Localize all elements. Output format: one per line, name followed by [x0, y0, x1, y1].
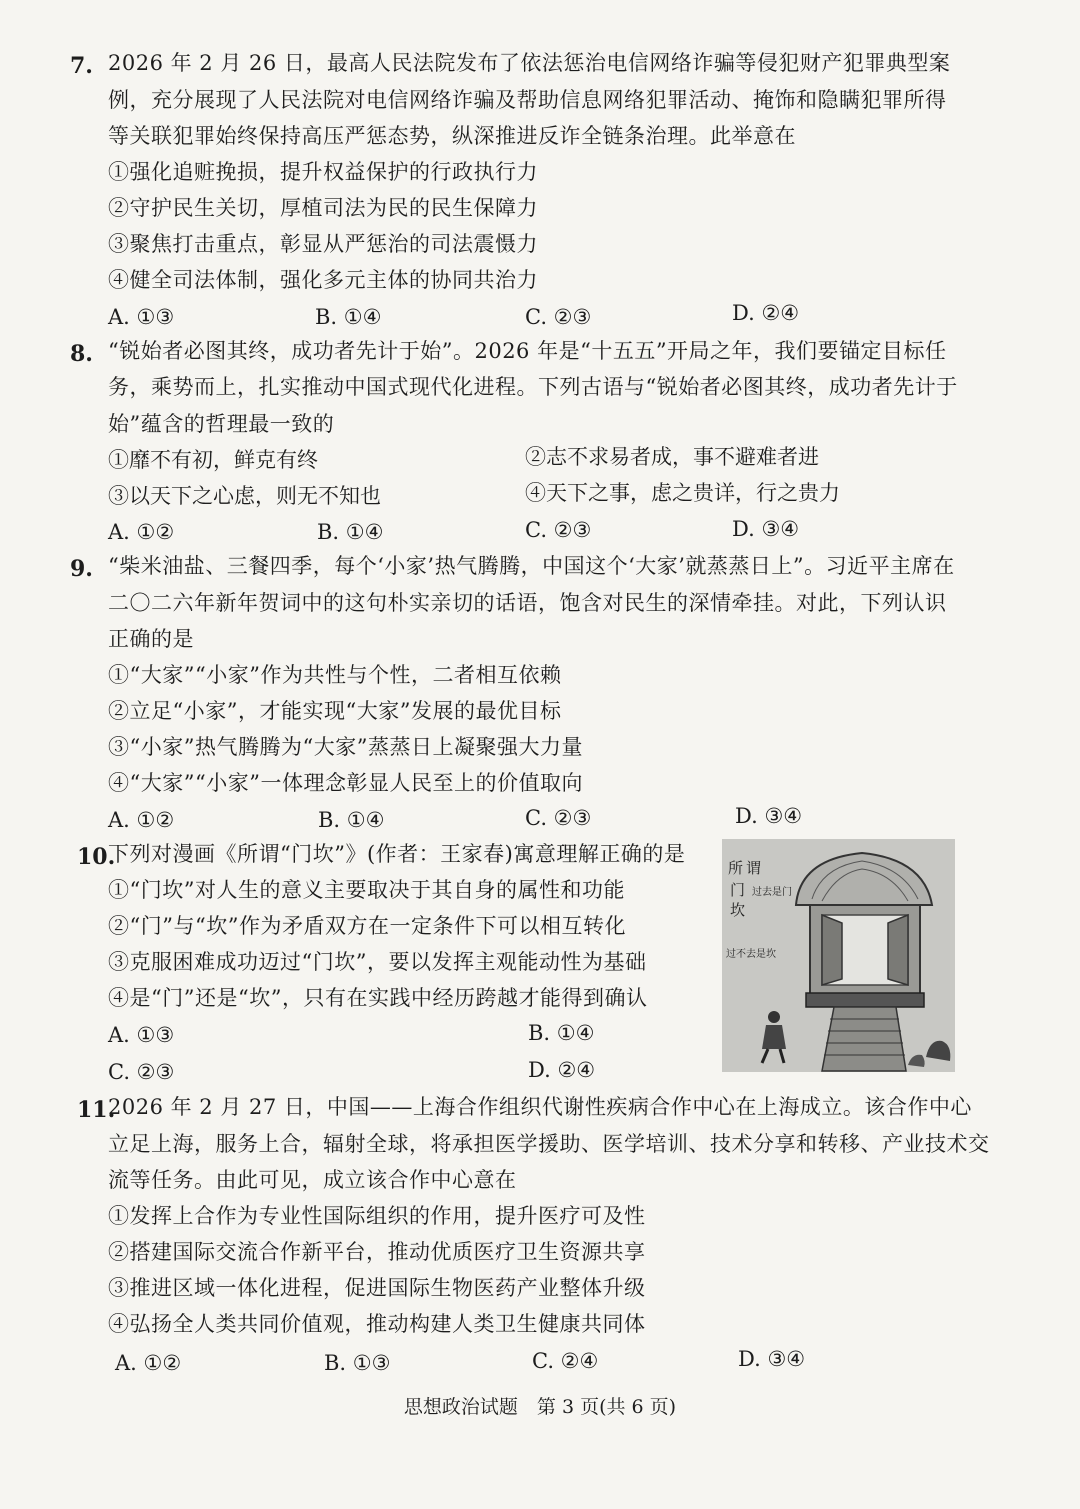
question-stem-line: 下列对漫画《所谓“门坎”》(作者：王家春)寓意理解正确的是: [108, 842, 686, 866]
cartoon-caption: 门: [730, 881, 746, 899]
question-stem-line: 2026 年 2 月 27 日，中国——上海合作组织代谢性疾病合作中心在上海成立。该合作中心: [108, 1095, 972, 1119]
statement-option: ②立足“小家”，才能实现“大家”发展的最优目标: [108, 699, 562, 723]
answer-choice-d[interactable]: D. ③④: [732, 517, 800, 541]
cartoon-caption: 所: [728, 859, 744, 877]
question-number: 8.: [70, 341, 93, 367]
statement-option: ③克服困难成功迈过“门坎”，要以发挥主观能动性为基础: [108, 950, 647, 974]
answer-choice-b[interactable]: B. ①④: [317, 520, 384, 544]
question-stem-line: 例，充分展现了人民法院对电信网络诈骗及帮助信息网络犯罪活动、掩饰和隐瞒犯罪所得: [108, 88, 947, 112]
question-stem-line: 立足上海，服务上合，辐射全球，将承担医学援助、医学培训、技术分享和转移、产业技术交: [108, 1132, 990, 1156]
statement-option: ③聚焦打击重点，彰显从严惩治的司法震慑力: [108, 232, 538, 256]
question-stem-line: “柴米油盐、三餐四季，每个‘小家’热气腾腾，中国这个‘大家’就蒸蒸日上”。习近平主席在: [108, 554, 955, 578]
answer-choice-b[interactable]: B. ①④: [528, 1021, 595, 1045]
cartoon-caption: 坎: [730, 901, 746, 919]
statement-option: ②守护民生关切，厚植司法为民的民生保障力: [108, 196, 538, 220]
answer-choice-d[interactable]: D. ②④: [528, 1058, 596, 1082]
statement-option: ③以天下之心虑，则无不知也: [108, 484, 381, 508]
answer-choice-a[interactable]: A. ①③: [108, 1023, 175, 1047]
statement-option: ①发挥上合作为专业性国际组织的作用，提升医疗可及性: [108, 1204, 646, 1228]
statement-option: ②“门”与“坎”作为矛盾双方在一定条件下可以相互转化: [108, 914, 626, 938]
answer-choice-c[interactable]: C. ②④: [532, 1349, 599, 1373]
cartoon-caption: 谓: [746, 859, 762, 877]
cartoon-caption: 过去是门: [752, 887, 792, 898]
answer-choice-d[interactable]: D. ③④: [735, 804, 803, 828]
answer-choice-d[interactable]: D. ②④: [732, 301, 800, 325]
answer-choice-a[interactable]: A. ①②: [108, 520, 175, 544]
answer-choice-c[interactable]: C. ②③: [525, 305, 592, 329]
answer-choice-a[interactable]: A. ①②: [115, 1351, 182, 1375]
statement-option: ②志不求易者成，事不避难者进: [525, 445, 819, 469]
answer-choice-c[interactable]: C. ②③: [108, 1060, 175, 1084]
page-footer: 思想政治试题 第 3 页(共 6 页): [403, 1396, 677, 1418]
question-number: 7.: [70, 53, 93, 79]
statement-option: ④天下之事，虑之贵详，行之贵力: [525, 481, 840, 505]
answer-choice-a[interactable]: A. ①②: [108, 808, 175, 832]
statement-option: ①“大家”“小家”作为共性与个性，二者相互依赖: [108, 663, 562, 687]
answer-choice-a[interactable]: A. ①③: [108, 305, 175, 329]
question-stem-line: “锐始者必图其终，成功者先计于始”。2026 年是“十五五”开局之年，我们要锚定目标任: [108, 339, 947, 363]
statement-option: ①强化追赃挽损，提升权益保护的行政执行力: [108, 160, 538, 184]
question-stem-line: 二〇二六年新年贺词中的这句朴实亲切的话语，饱含对民生的深情牵挂。对此，下列认识: [108, 591, 947, 615]
statement-option: ④是“门”还是“坎”，只有在实践中经历跨越才能得到确认: [108, 986, 648, 1010]
question-stem-line: 正确的是: [108, 627, 194, 651]
statement-option: ③推进区域一体化进程，促进国际生物医药产业整体升级: [108, 1276, 646, 1300]
statement-option: ③“小家”热气腾腾为“大家”蒸蒸日上凝聚强大力量: [108, 735, 583, 759]
answer-choice-b[interactable]: B. ①④: [315, 305, 382, 329]
statement-option: ④“大家”“小家”一体理念彰显人民至上的价值取向: [108, 771, 583, 795]
answer-choice-b[interactable]: B. ①③: [324, 1351, 391, 1375]
answer-choice-c[interactable]: C. ②③: [525, 806, 592, 830]
answer-choice-d[interactable]: D. ③④: [738, 1347, 806, 1371]
statement-option: ④健全司法体制，强化多元主体的协同共治力: [108, 268, 538, 292]
question-stem-line: 2026 年 2 月 26 日，最高人民法院发布了依法惩治电信网络诈骗等侵犯财产犯罪典型案: [108, 51, 951, 75]
question-number: 11.: [77, 1097, 116, 1123]
statement-option: ④弘扬全人类共同价值观，推动构建人类卫生健康共同体: [108, 1312, 646, 1336]
statement-option: ①靡不有初，鲜克有终: [108, 448, 318, 472]
cartoon-caption: 过不去是坎: [726, 949, 776, 960]
cartoon-illustration: [722, 839, 955, 1072]
question-stem-line: 务，乘势而上，扎实推动中国式现代化进程。下列古语与“锐始者必图其终，成功者先计于: [108, 375, 958, 399]
question-stem-line: 等关联犯罪始终保持高压严惩态势，纵深推进反诈全链条治理。此举意在: [108, 124, 796, 148]
answer-choice-b[interactable]: B. ①④: [318, 808, 385, 832]
statement-option: ①“门坎”对人生的意义主要取决于其自身的属性和功能: [108, 878, 625, 902]
question-stem-line: 流等任务。由此可见，成立该合作中心意在: [108, 1168, 517, 1192]
answer-choice-c[interactable]: C. ②③: [525, 518, 592, 542]
question-number: 10.: [77, 844, 116, 870]
statement-option: ②搭建国际交流合作新平台，推动优质医疗卫生资源共享: [108, 1240, 646, 1264]
question-stem-line: 始”蕴含的哲理最一致的: [108, 412, 335, 436]
question-number: 9.: [70, 556, 93, 582]
doorway-cartoon-drawing: [722, 839, 955, 1072]
